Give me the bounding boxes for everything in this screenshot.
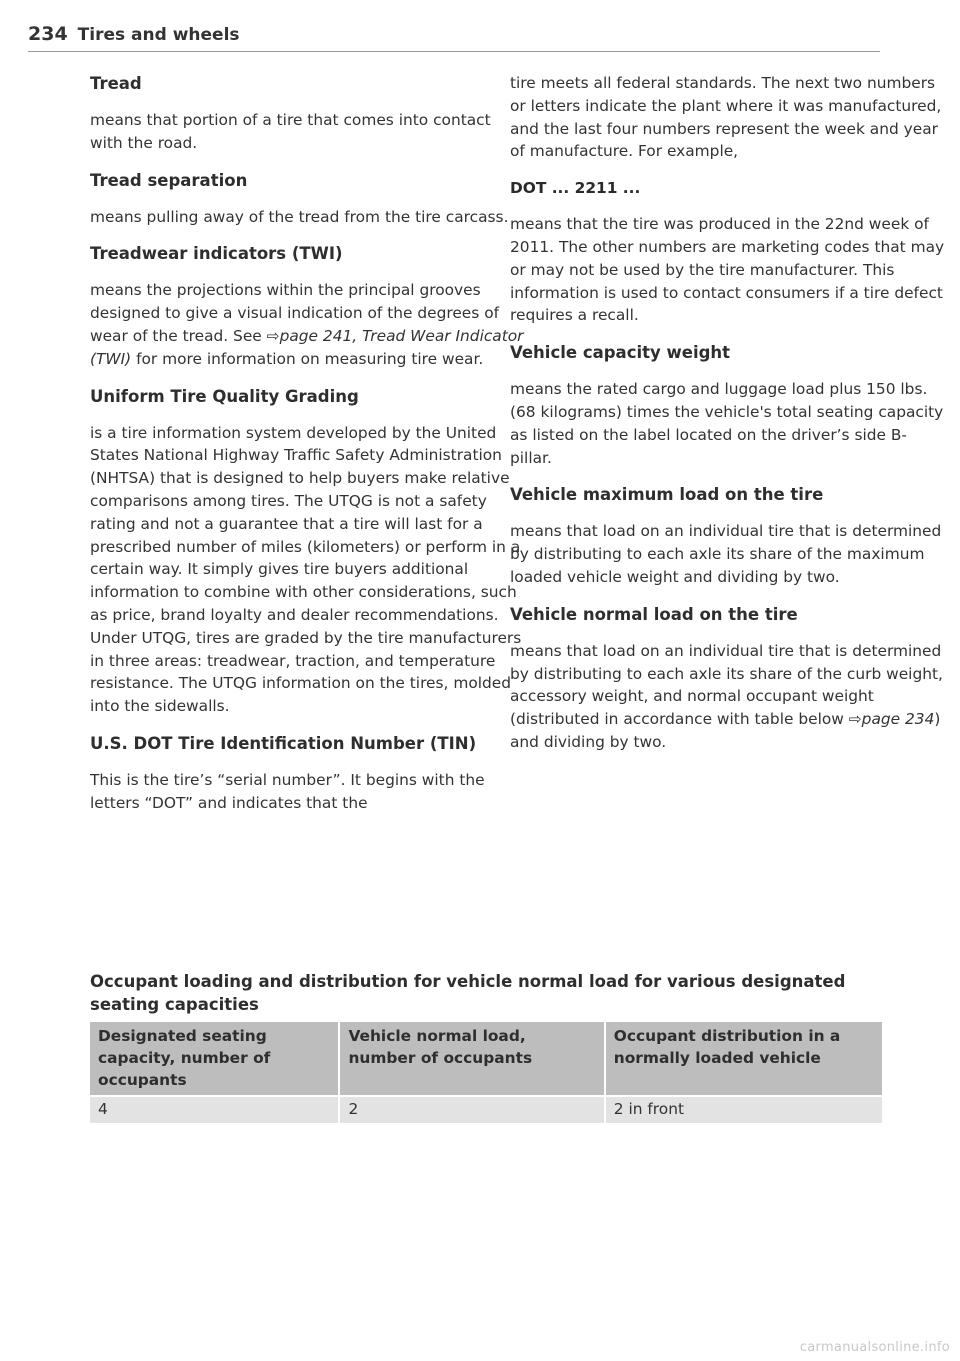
right-column bbox=[510, 72, 948, 768]
table-header-cell: Occupant distribution in a normally loaded vehicle bbox=[605, 1022, 882, 1096]
table-header-row bbox=[90, 1022, 882, 1096]
heading-tread-separation: Tread separation bbox=[90, 170, 248, 190]
heading-vehicle-maximum-load: Vehicle maximum load on the tire bbox=[510, 485, 824, 505]
heading-twi: Treadwear indicators (TWI) bbox=[90, 244, 343, 264]
heading-utqg: Uniform Tire Quality Grading bbox=[90, 386, 359, 406]
table-cell: 2 bbox=[339, 1096, 604, 1123]
heading-vehicle-capacity-weight: Vehicle capacity weight bbox=[510, 343, 731, 363]
twi-text-before: means the projections within the principal grooves designed to give a visual indication of the degrees of wear of the tread. See bbox=[90, 281, 500, 345]
text-vehicle-capacity-weight: means the rated cargo and luggage load plus 150 lbs. (68 kilograms) times the vehicle's total seating capacity as listed on the label located on the driver’s side B-pillar. bbox=[510, 380, 944, 467]
text-twi bbox=[90, 279, 528, 370]
table-cell: 4 bbox=[90, 1096, 339, 1123]
arrow-right-icon: ⇨ bbox=[266, 326, 280, 345]
table-header-cell: Designated seating capacity, number of occupants bbox=[90, 1022, 339, 1096]
text-vehicle-maximum-load: means that load on an individual tire that is determined by distributing to each axle its share of the maximum loaded vehicle weight and dividing by two. bbox=[510, 522, 942, 586]
section-title: Tires and wheels bbox=[77, 25, 240, 45]
page-reference-text: page 241, Tread Wear Indicator (TWI) bbox=[90, 326, 524, 368]
heading-tin: U.S. DOT Tire Identification Number (TIN) bbox=[90, 733, 477, 753]
text-tread-separation: means pulling away of the tread from the tire carcass. bbox=[90, 207, 509, 226]
vnl-text-after: ) and dividing by two. bbox=[510, 710, 941, 751]
arrow-right-icon: ⇨ bbox=[848, 710, 862, 729]
text-tread: means that portion of a tire that comes into contact with the road. bbox=[90, 111, 491, 152]
table-title: Occupant loading and distribution for vehicle normal load for various designated seating capacities bbox=[90, 972, 846, 1014]
text-vehicle-normal-load bbox=[510, 640, 948, 754]
dot-example: DOT ... 2211 ... bbox=[510, 179, 641, 198]
text-tin-continued: tire meets all federal standards. The next two numbers or letters indicate the plant where it was manufactured, and the last four numbers represent the week and year of manufacture. For example, bbox=[510, 74, 942, 161]
table-row bbox=[90, 1096, 882, 1123]
page-reference-text: page 234 bbox=[861, 710, 935, 729]
text-dot-example: means that the tire was produced in the 22nd week of 2011. The other numbers are marketing codes that may or may not be used by the tire manufacturer. This information is used to contact consumers if a tire defect requires a recall. bbox=[510, 215, 945, 325]
watermark: carmanualsonline.info bbox=[799, 1340, 950, 1355]
heading-tread: Tread bbox=[90, 74, 142, 93]
text-utqg: is a tire information system developed by the United States National Highway Traffic Safety Administration (NHTSA) that is designed to help buyers make relative comparisons among tires. The UTQG is not a safety rating and not a guarantee that a tire will last for a prescribed number of miles (kilometers) or perform in a certain way. It simply gives tire buyers additional information to combine with other considerations, such as price, brand loyalty and dealer recommendations. Under UTQG, tires are graded by the tire manufacturers in three areas: treadwear, traction, and temperature resistance. The UTQG information on the tires, molded into the sidewalls. bbox=[90, 423, 522, 716]
left-column bbox=[90, 72, 528, 829]
occupant-table bbox=[90, 1022, 882, 1123]
vnl-text-before: means that load on an individual tire that is determined by distributing to each axle its share of the curb weight, accessory weight, and normal occupant weight (distributed in accordance with table below bbox=[510, 641, 943, 729]
table-header-cell: Vehicle normal load, number of occupants bbox=[339, 1022, 604, 1096]
twi-text-after: for more information on measuring tire wear. bbox=[131, 349, 484, 368]
text-tin: This is the tire’s “serial number”. It begins with the letters “DOT” and indicates that the bbox=[90, 770, 485, 812]
page-reference-link[interactable] bbox=[849, 710, 935, 728]
page-number: 234 bbox=[28, 23, 68, 45]
table-cell: 2 in front bbox=[605, 1096, 882, 1123]
page-header bbox=[28, 22, 880, 52]
heading-vehicle-normal-load: Vehicle normal load on the tire bbox=[510, 604, 798, 624]
